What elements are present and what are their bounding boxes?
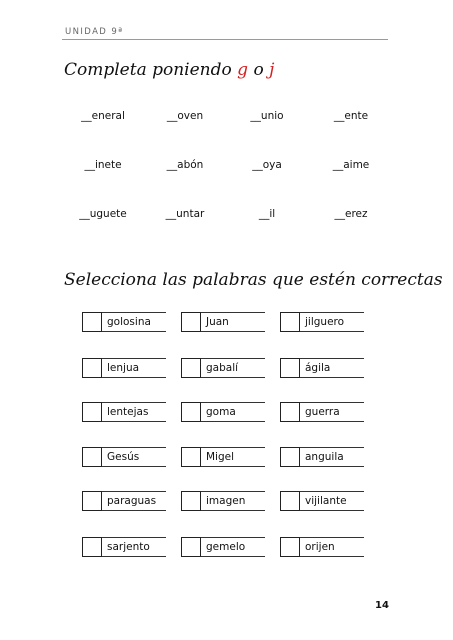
blank-word[interactable]: __abón bbox=[166, 159, 204, 171]
word-label: anguila bbox=[300, 447, 364, 467]
word-checkbox[interactable] bbox=[280, 447, 300, 467]
word-label: sarjento bbox=[102, 537, 166, 557]
word-checkbox[interactable] bbox=[82, 447, 102, 467]
word-checkbox[interactable] bbox=[82, 402, 102, 422]
blank-word[interactable]: __uguete bbox=[79, 208, 127, 220]
word-checkbox[interactable] bbox=[181, 491, 201, 511]
word-label: Juan bbox=[201, 312, 265, 332]
blank-word[interactable]: __erez bbox=[334, 208, 368, 220]
blank-word[interactable]: __untar bbox=[165, 208, 205, 220]
word-label: golosina bbox=[102, 312, 166, 332]
word-label: goma bbox=[201, 402, 265, 422]
exercise2-title: Selecciona las palabras que estén correctas bbox=[64, 270, 443, 290]
word-label: gemelo bbox=[201, 537, 265, 557]
word-checkbox[interactable] bbox=[280, 402, 300, 422]
word-label: jilguero bbox=[300, 312, 364, 332]
page-number: 14 bbox=[375, 600, 389, 611]
word-checkbox[interactable] bbox=[280, 491, 300, 511]
word-checkbox[interactable] bbox=[280, 537, 300, 557]
word-label: orijen bbox=[300, 537, 364, 557]
word-label: Migel bbox=[201, 447, 265, 467]
word-label: lenjua bbox=[102, 358, 166, 378]
word-checkbox[interactable] bbox=[82, 537, 102, 557]
word-checkbox[interactable] bbox=[181, 402, 201, 422]
word-label: gabalí bbox=[201, 358, 265, 378]
word-checkbox[interactable] bbox=[181, 358, 201, 378]
word-checkbox[interactable] bbox=[181, 312, 201, 332]
word-checkbox[interactable] bbox=[280, 358, 300, 378]
word-label: paraguas bbox=[102, 491, 166, 511]
word-label: ágila bbox=[300, 358, 364, 378]
word-checkbox[interactable] bbox=[181, 447, 201, 467]
word-label: imagen bbox=[201, 491, 265, 511]
blank-word[interactable]: __eneral bbox=[81, 110, 125, 122]
blank-word[interactable]: __oven bbox=[166, 110, 204, 122]
word-label: guerra bbox=[300, 402, 364, 422]
blank-word[interactable]: __il bbox=[258, 208, 276, 220]
exercise1-title-text: Completa poniendo bbox=[64, 60, 232, 80]
word-checkbox[interactable] bbox=[82, 358, 102, 378]
word-label: lentejas bbox=[102, 402, 166, 422]
word-label: Gesús bbox=[102, 447, 166, 467]
blank-word[interactable]: __inete bbox=[84, 159, 122, 171]
header-rule bbox=[62, 39, 388, 40]
blank-word[interactable]: __oya bbox=[252, 159, 282, 171]
word-checkbox[interactable] bbox=[82, 312, 102, 332]
letter-g: g bbox=[237, 60, 249, 80]
blank-word[interactable]: __ente bbox=[333, 110, 369, 122]
letter-j: j bbox=[269, 60, 275, 80]
blank-word[interactable]: __aime bbox=[332, 159, 370, 171]
word-checkbox[interactable] bbox=[181, 537, 201, 557]
word-checkbox[interactable] bbox=[280, 312, 300, 332]
conjunction: o bbox=[253, 60, 264, 80]
word-checkbox[interactable] bbox=[82, 491, 102, 511]
exercise1-title bbox=[64, 60, 274, 80]
blank-word[interactable]: __unio bbox=[250, 110, 284, 122]
unit-header: UNIDAD 9ª bbox=[65, 27, 124, 37]
word-label: vijilante bbox=[300, 491, 364, 511]
